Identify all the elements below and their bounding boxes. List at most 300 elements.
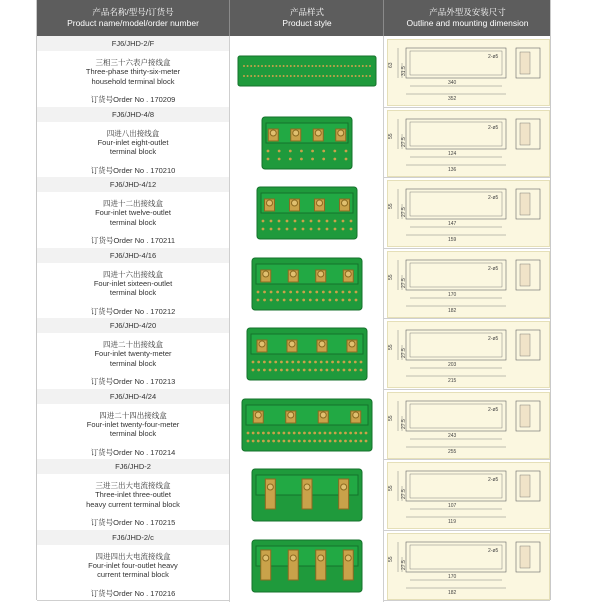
- dimension-half-height: 27.5: [401, 136, 407, 147]
- order-number: 订货号Order No . 170212: [90, 306, 176, 316]
- product-model: FJ6/JHD-2: [37, 459, 229, 474]
- mounting-hole-label: 2-ø5: [488, 195, 499, 201]
- outlet-screw: [277, 439, 280, 442]
- outlet-screw: [326, 228, 329, 231]
- outlet-screw: [334, 431, 337, 434]
- product-description-cell: [37, 530, 229, 602]
- stud-screw: [341, 484, 347, 490]
- terminal-block-image: [230, 389, 384, 459]
- product-name-en-1: Three-phase thirty-six-meter: [85, 67, 181, 77]
- terminal-screw: [297, 75, 299, 77]
- outlet-screw: [269, 361, 272, 364]
- product-description-cell: [37, 107, 229, 179]
- outlet-screw: [298, 431, 301, 434]
- outlet-screw: [310, 228, 313, 231]
- outlet-screw: [283, 298, 286, 301]
- table-row: [37, 318, 550, 390]
- terminal-screw: [311, 65, 313, 67]
- stud-screw: [259, 341, 265, 347]
- outlet-screw: [252, 431, 255, 434]
- stud-screw: [338, 130, 344, 136]
- dimension-width-outer: 182: [448, 589, 457, 596]
- outlet-screw: [278, 149, 281, 152]
- side-view-inner: [520, 546, 530, 568]
- terminal-screw: [261, 65, 263, 67]
- product-name: [37, 129, 229, 157]
- outlet-screw: [263, 290, 266, 293]
- terminal-screw: [293, 65, 295, 67]
- outlet-screw: [270, 298, 273, 301]
- terminal-screw: [344, 65, 346, 67]
- terminal-block-image: [230, 107, 384, 177]
- outlet-screw: [288, 439, 291, 442]
- stud-screw: [315, 130, 321, 136]
- stud-screw: [319, 341, 325, 347]
- product-name: [37, 552, 229, 580]
- terminal-screw: [319, 75, 321, 77]
- outline-front-view: [406, 330, 506, 360]
- product-name-en-1: Four-inlet twenty-meter: [94, 349, 172, 359]
- dimension-height: 55: [388, 273, 394, 280]
- outlet-screw: [354, 431, 357, 434]
- product-name-en-2: terminal block: [109, 429, 157, 439]
- outlet-screw: [267, 431, 270, 434]
- table-row: [37, 459, 550, 531]
- outlet-screw: [308, 431, 311, 434]
- header-col1-en: Product name/model/order number: [67, 18, 199, 28]
- dimension-drawing-cell: [383, 107, 551, 179]
- outlet-screw: [277, 431, 280, 434]
- outlet-screw: [262, 431, 265, 434]
- side-view-inner: [520, 193, 530, 215]
- outlet-screw: [333, 157, 336, 160]
- product-name-cn: 四进二十出接线盒: [103, 340, 163, 349]
- product-name-cn: 三进三出大电流接线盒: [95, 481, 171, 490]
- outlet-screw: [263, 369, 266, 372]
- outlet-screw: [289, 290, 292, 293]
- terminal-screw: [351, 75, 353, 77]
- outlet-screw: [302, 290, 305, 293]
- terminal-screw: [268, 75, 270, 77]
- dimension-drawing: [384, 107, 551, 177]
- order-number: 订货号Order No . 170216: [90, 588, 176, 598]
- outlet-screw: [247, 439, 250, 442]
- outlet-screw: [344, 431, 347, 434]
- outlet-screw: [308, 369, 311, 372]
- terminal-screw: [365, 75, 367, 77]
- outlet-screw: [309, 290, 312, 293]
- outlet-screw: [342, 290, 345, 293]
- dimension-height: 55: [388, 344, 394, 350]
- outlet-screw: [337, 361, 340, 364]
- outlet-screw: [324, 439, 327, 442]
- outlet-screw: [267, 439, 270, 442]
- outlet-screw: [325, 361, 328, 364]
- outlet-screw: [315, 290, 318, 293]
- outlet-screw: [302, 228, 305, 231]
- terminal-screw: [301, 75, 303, 77]
- outline-front-view: [406, 119, 506, 149]
- dimension-half-height: 31.5: [401, 66, 407, 76]
- dimension-height: 63: [388, 62, 394, 68]
- product-name-cn: 三相三十六表户接线盒: [95, 58, 171, 67]
- product-name-en-1: Four-inlet four-outlet heavy: [88, 560, 178, 570]
- dimension-drawing: [384, 177, 551, 247]
- product-name-en-2: household terminal block: [91, 76, 175, 86]
- terminal-block-image: [230, 459, 384, 529]
- outlet-screw: [269, 369, 272, 372]
- dimension-drawing-cell: [383, 459, 551, 531]
- dimension-width-outer: 352: [448, 96, 457, 102]
- mounting-hole-label: 2-ø5: [488, 336, 499, 342]
- terminal-screw: [369, 65, 371, 67]
- dimension-width-inner: 203: [448, 362, 457, 368]
- terminal-screw: [326, 75, 328, 77]
- outlet-screw: [291, 369, 294, 372]
- outlet-screw: [360, 361, 363, 364]
- stud-screw: [320, 412, 326, 418]
- dimension-width-inner: 107: [448, 503, 457, 509]
- dimension-half-height: 27.5: [401, 489, 407, 499]
- dimension-drawing-cell: [383, 530, 551, 602]
- outlet-screw: [318, 228, 321, 231]
- terminal-screw: [326, 65, 328, 67]
- outlet-screw: [324, 431, 327, 434]
- outlet-screw: [274, 369, 277, 372]
- outlet-screw: [298, 439, 301, 442]
- product-name: [37, 340, 229, 368]
- terminal-screw: [304, 75, 306, 77]
- order-number: 订货号Order No . 170210: [90, 165, 176, 175]
- outlet-screw: [280, 361, 283, 364]
- dimension-half-height: 27.5: [401, 559, 407, 570]
- dimension-half-height: 27.5: [401, 418, 407, 429]
- terminal-screw: [257, 65, 259, 67]
- mounting-hole-label: 2-ø5: [488, 54, 499, 60]
- stud-screw: [318, 555, 324, 561]
- stud-screw: [349, 341, 355, 347]
- header-col3-en: Outline and mounting dimension: [406, 18, 529, 28]
- outlet-screw: [308, 439, 311, 442]
- outlet-screw: [334, 220, 337, 223]
- table-row: [37, 248, 550, 320]
- dimension-drawing-cell: [383, 318, 551, 390]
- terminal-screw: [254, 75, 256, 77]
- terminal-screw: [279, 65, 281, 67]
- outlet-screw: [291, 361, 294, 364]
- header-product-style: [229, 0, 384, 36]
- outlet-screw: [322, 298, 325, 301]
- dimension-drawing-cell: [383, 248, 551, 320]
- product-name: [37, 411, 229, 439]
- product-photo-cell: [229, 389, 384, 461]
- order-number: 订货号Order No . 170215: [90, 518, 176, 527]
- outlet-screw: [348, 290, 351, 293]
- outlet-screw: [262, 439, 265, 442]
- outlet-screw: [334, 439, 337, 442]
- outlet-screw: [278, 157, 281, 160]
- outlet-screw: [293, 431, 296, 434]
- outlet-screw: [318, 431, 321, 434]
- outlet-screw: [320, 361, 323, 364]
- order-number: 订货号Order No . 170209: [90, 95, 176, 104]
- mounting-hole-label: 2-ø5: [488, 406, 499, 413]
- outlet-screw: [335, 290, 338, 293]
- terminal-screw: [340, 65, 342, 67]
- product-model: FJ6/JHD-4/24: [37, 389, 229, 404]
- product-photo-cell: [229, 459, 384, 531]
- outline-front-view: [406, 48, 506, 78]
- product-model: FJ6/JHD-4/12: [37, 177, 229, 192]
- outlet-screw: [333, 149, 336, 152]
- terminal-screw: [329, 75, 331, 77]
- terminal-screw: [358, 75, 360, 77]
- terminal-screw: [337, 75, 339, 77]
- terminal-screw: [283, 65, 285, 67]
- dimension-height: 55: [388, 485, 394, 491]
- outlet-screw: [329, 439, 332, 442]
- outlet-screw: [272, 431, 275, 434]
- dimension-drawing: [384, 459, 551, 529]
- outlet-screw: [303, 369, 306, 372]
- dimension-width-inner: 124: [448, 150, 457, 157]
- dimension-height: 55: [388, 555, 394, 562]
- outlet-screw: [278, 220, 281, 223]
- outlet-screw: [308, 361, 311, 364]
- outlet-screw: [329, 431, 332, 434]
- terminal-screw: [265, 65, 267, 67]
- outlet-screw: [293, 439, 296, 442]
- terminal-screw: [247, 65, 249, 67]
- product-description-cell: [37, 248, 229, 320]
- outlet-screw: [342, 220, 345, 223]
- stud-screw: [263, 271, 269, 277]
- table-header: [37, 0, 550, 36]
- outlet-screw: [350, 220, 353, 223]
- outlet-screw: [342, 298, 345, 301]
- outlet-screw: [348, 298, 351, 301]
- outlet-screw: [288, 431, 291, 434]
- terminal-screw: [340, 75, 342, 77]
- stud-screw: [304, 484, 310, 490]
- outlet-screw: [294, 220, 297, 223]
- outlet-screw: [313, 431, 316, 434]
- terminal-screw: [315, 65, 317, 67]
- outlet-screw: [345, 157, 348, 160]
- outlet-screw: [300, 157, 303, 160]
- outlet-screw: [311, 157, 314, 160]
- outlet-screw: [310, 220, 313, 223]
- outlet-screw: [296, 298, 299, 301]
- dimension-width-outer: 136: [448, 166, 457, 173]
- outlet-screw: [283, 431, 286, 434]
- outlet-screw: [314, 361, 317, 364]
- outlet-screw: [286, 220, 289, 223]
- outlet-screw: [313, 439, 316, 442]
- outline-front-view: [406, 471, 506, 501]
- outlet-screw: [318, 220, 321, 223]
- dimension-width-inner: 170: [448, 291, 457, 298]
- outlet-screw: [331, 369, 334, 372]
- outlet-screw: [328, 290, 331, 293]
- mounting-hole-label: 2-ø5: [488, 265, 499, 272]
- mounting-hole-label: 2-ø5: [488, 547, 499, 554]
- stud-screw: [318, 271, 324, 277]
- terminal-screw: [358, 65, 360, 67]
- terminal-screw: [301, 65, 303, 67]
- dimension-half-height: 27.5: [401, 207, 407, 217]
- terminal-screw: [344, 75, 346, 77]
- terminal-screw: [243, 65, 245, 67]
- side-view-inner: [520, 52, 530, 74]
- stud-screw: [342, 200, 348, 206]
- terminal-screw: [362, 75, 364, 77]
- outlet-screw: [257, 361, 260, 364]
- terminal-screw: [333, 65, 335, 67]
- outlet-screw: [342, 228, 345, 231]
- terminal-screw: [315, 75, 317, 77]
- terminal-screw: [347, 65, 349, 67]
- terminal-block-cover: [251, 334, 363, 354]
- outline-front-view: [406, 542, 506, 572]
- stud-screw: [317, 200, 323, 206]
- terminal-screw: [275, 65, 277, 67]
- outlet-screw: [311, 149, 314, 152]
- dimension-half-height: 27.5: [401, 348, 407, 358]
- dimension-height: 55: [388, 203, 394, 209]
- product-name-cn: 四进八出接线盒: [106, 128, 160, 138]
- outlet-screw: [318, 439, 321, 442]
- product-description-cell: [37, 459, 229, 531]
- stud-screw: [288, 412, 294, 418]
- header-outline-dimension: [383, 0, 551, 36]
- product-name-cn: 四进十二出接线盒: [103, 199, 163, 208]
- outlet-screw: [283, 439, 286, 442]
- dimension-width-inner: 147: [448, 221, 457, 227]
- product-name-en-2: terminal block: [109, 288, 157, 298]
- product-model: FJ6/JHD-4/16: [37, 248, 229, 263]
- header-col2-en: Product style: [282, 18, 332, 28]
- dimension-width-inner: 170: [448, 573, 457, 580]
- terminal-screw: [322, 65, 324, 67]
- outlet-screw: [359, 431, 362, 434]
- terminal-block-cover: [246, 405, 368, 425]
- outlet-screw: [309, 298, 312, 301]
- dimension-drawing: [384, 318, 551, 388]
- outlet-screw: [322, 149, 325, 152]
- outlet-screw: [355, 290, 358, 293]
- terminal-screw: [337, 65, 339, 67]
- product-name: [37, 270, 229, 298]
- outlet-screw: [345, 149, 348, 152]
- stud-screw: [353, 412, 359, 418]
- outlet-screw: [348, 369, 351, 372]
- outlet-screw: [300, 149, 303, 152]
- product-name-en-1: Four-inlet twenty-four-meter: [86, 419, 180, 429]
- dimension-half-height: 27.5: [401, 277, 407, 288]
- outlet-screw: [280, 369, 283, 372]
- outlet-screw: [331, 361, 334, 364]
- terminal-screw: [347, 75, 349, 77]
- dimension-width-outer: 182: [448, 307, 457, 314]
- dimension-width-outer: 215: [448, 378, 457, 384]
- terminal-screw: [365, 65, 367, 67]
- outlet-screw: [278, 228, 281, 231]
- header-col2-cn: 产品样式: [289, 7, 324, 17]
- stud-screw: [270, 130, 276, 136]
- product-name-cn: 四进四出大电流接线盒: [95, 551, 171, 561]
- header-col3-cn: 产品外型及安装尺寸: [429, 7, 506, 17]
- terminal-screw: [322, 75, 324, 77]
- terminal-screw: [265, 75, 267, 77]
- outlet-screw: [270, 228, 273, 231]
- mounting-hole-label: 2-ø5: [488, 477, 499, 483]
- outlet-screw: [354, 369, 357, 372]
- outlet-screw: [297, 361, 300, 364]
- stud-screw: [293, 130, 299, 136]
- dimension-width-outer: 119: [448, 519, 456, 525]
- terminal-screw: [247, 75, 249, 77]
- dimension-width-inner: 243: [448, 432, 457, 439]
- outlet-screw: [359, 439, 362, 442]
- header-col1-cn: 产品名称/型号/订货号: [92, 7, 174, 17]
- stud-screw: [290, 271, 296, 277]
- outlet-screw: [339, 439, 342, 442]
- outlet-screw: [344, 439, 347, 442]
- outlet-screw: [303, 361, 306, 364]
- outlet-screw: [365, 431, 368, 434]
- outlet-screw: [262, 220, 265, 223]
- terminal-screw: [293, 75, 295, 77]
- side-view-inner: [520, 123, 530, 145]
- outlet-screw: [257, 439, 260, 442]
- product-name-en-1: Four-inlet twelve-outlet: [95, 208, 171, 218]
- product-name-en-2: heavy current terminal block: [86, 499, 180, 509]
- terminal-screw: [261, 75, 263, 77]
- outlet-screw: [348, 361, 351, 364]
- outlet-screw: [267, 157, 270, 160]
- stud-screw: [267, 200, 273, 206]
- product-name-en-2: terminal block: [109, 358, 157, 368]
- terminal-screw: [275, 75, 277, 77]
- side-view-inner: [520, 405, 530, 427]
- outlet-screw: [326, 220, 329, 223]
- dimension-drawing-cell: [383, 389, 551, 461]
- outlet-screw: [365, 439, 368, 442]
- outlet-screw: [328, 298, 331, 301]
- product-name-en-1: Three-inlet three-outlet: [95, 490, 171, 500]
- terminal-block-cover: [256, 264, 358, 284]
- outlet-screw: [322, 157, 325, 160]
- product-name-en-2: terminal block: [109, 147, 157, 157]
- outlet-screw: [302, 298, 305, 301]
- outlet-screw: [262, 228, 265, 231]
- outlet-screw: [320, 369, 323, 372]
- product-photo-cell: [229, 248, 384, 320]
- terminal-screw: [290, 65, 292, 67]
- stud-screw: [255, 412, 261, 418]
- product-name-cn: 四进二十四出接线盒: [99, 410, 167, 420]
- product-photo-cell: [229, 177, 384, 249]
- terminal-screw: [272, 65, 274, 67]
- order-number: 订货号Order No . 170211: [90, 236, 176, 245]
- outlet-screw: [303, 431, 306, 434]
- terminal-screw: [286, 75, 288, 77]
- terminal-block-image: [230, 248, 384, 318]
- stud-screw: [290, 555, 296, 561]
- product-name-cn: 四进十六出接线盒: [103, 269, 163, 279]
- outlet-screw: [247, 431, 250, 434]
